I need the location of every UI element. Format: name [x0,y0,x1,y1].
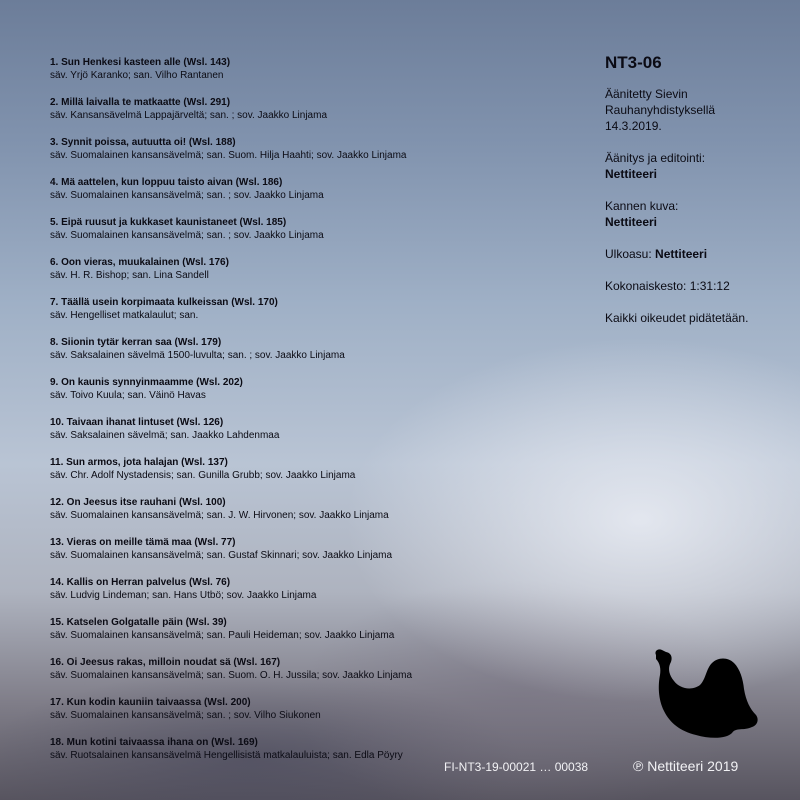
track-list [50,56,530,776]
recording-place-line: Rauhanyhdistyksellä [605,103,716,117]
track-credit: säv. Suomalainen kansansävelmä; san. ; sov. Jaakko Linjama [50,190,324,201]
track-credit: säv. Kansansävelmä Lappajärveltä; san. ; sov. Jaakko Linjama [50,110,328,121]
track-title: 16. Oi Jeesus rakas, milloin noudat sä (Wsl. 167) [50,657,281,668]
track-title: 14. Kallis on Herran palvelus (Wsl. 76) [50,577,231,588]
track-credit: säv. Suomalainen kansansävelmä; san. Gustaf Skinnari; sov. Jaakko Linjama [50,550,393,561]
track-item [50,96,530,136]
track-item [50,216,530,256]
recording-credit [605,150,790,182]
rights-notice: Kaikki oikeudet pidätetään. [605,311,749,325]
track-credit: säv. Saksalainen sävelmä 1500-luvulta; san. ; sov. Jaakko Linjama [50,350,345,361]
track-title: 12. On Jeesus itse rauhani (Wsl. 100) [50,497,226,508]
track-credit: säv. Suomalainen kansansävelmä; san. ; sov. Vilho Siukonen [50,710,321,721]
track-title: 10. Taivaan ihanat lintuset (Wsl. 126) [50,417,224,428]
layout-credit-label: Ulkoasu: [605,247,652,261]
track-title: 8. Siionin tytär kerran saa (Wsl. 179) [50,337,222,348]
track-item [50,696,530,736]
track-item [50,136,530,176]
track-credit: säv. Suomalainen kansansävelmä; san. Suom. Hilja Haahti; sov. Jaakko Linjama [50,150,407,161]
track-title: 9. On kaunis synnyinmaamme (Wsl. 202) [50,377,243,388]
track-credit: säv. Chr. Adolf Nystadensis; san. Gunilla Grubb; sov. Jaakko Linjama [50,470,356,481]
cover-credit [605,198,790,230]
layout-credit-value: Nettiteeri [655,247,708,261]
catalog-number: NT3-06 [605,53,662,72]
track-item [50,536,530,576]
recording-credit-label: Äänitys ja editointi: [605,151,706,165]
track-item [50,456,530,496]
track-item [50,336,530,376]
track-credit: säv. Suomalainen kansansävelmä; san. J. W. Hirvonen; sov. Jaakko Linjama [50,510,389,521]
track-credit: säv. Suomalainen kansansävelmä; san. ; sov. Jaakko Linjama [50,230,324,241]
recording-credit-value: Nettiteeri [605,167,658,181]
track-title: 7. Täällä usein korpimaata kulkeissan (Wsl. 170) [50,297,278,308]
track-item [50,256,530,296]
cover-credit-label: Kannen kuva: [605,199,679,213]
recording-place [605,86,790,134]
track-credit: säv. Ruotsalainen kansansävelmä Hengellisistä matkalauluista; san. Edla Pöyry [50,750,403,761]
album-info-panel [605,52,790,342]
track-title: 11. Sun armos, jota halajan (Wsl. 137) [50,457,228,468]
track-title: 6. Oon vieras, muukalainen (Wsl. 176) [50,257,229,268]
recording-date: 14.3.2019. [605,119,662,133]
track-title: 13. Vieras on meille tämä maa (Wsl. 77) [50,537,236,548]
track-item [50,296,530,336]
track-title: 17. Kun kodin kauniin taivaassa (Wsl. 200) [50,697,251,708]
track-title: 18. Mun kotini taivaassa ihana on (Wsl. 169) [50,737,258,748]
track-credit: säv. Yrjö Karanko; san. Vilho Rantanen [50,70,224,81]
total-duration: Kokonaiskesto: 1:31:12 [605,279,730,293]
track-credit: säv. Ludvig Lindeman; san. Hans Utbö; sov. Jaakko Linjama [50,590,317,601]
track-item [50,576,530,616]
isrc-code: FI-NT3-19-00021 … 00038 [444,760,589,774]
track-title: 2. Millä laivalla te matkaatte (Wsl. 291) [50,97,231,108]
layout-credit [605,246,790,262]
track-title: 4. Mä aattelen, kun loppuu taisto aivan (Wsl. 186) [50,177,283,188]
track-credit: säv. Suomalainen kansansävelmä; san. Suom. O. H. Jussila; sov. Jaakko Linjama [50,670,413,681]
track-item [50,376,530,416]
track-credit: säv. H. R. Bishop; san. Lina Sandell [50,270,209,281]
track-credit: säv. Toivo Kuula; san. Väinö Havas [50,390,206,401]
track-item [50,496,530,536]
track-item [50,56,530,96]
track-credit: säv. Saksalainen sävelmä; san. Jaakko Lahdenmaa [50,430,280,441]
track-credit: säv. Hengelliset matkalaulut; san. [50,310,199,321]
track-title: 3. Synnit poissa, autuutta oi! (Wsl. 188) [50,137,236,148]
track-title: 5. Eipä ruusut ja kukkaset kaunistaneet (Wsl. 185) [50,217,287,228]
track-credit: säv. Suomalainen kansansävelmä; san. Pauli Heideman; sov. Jaakko Linjama [50,630,395,641]
recording-place-line: Äänitetty Sievin [605,87,688,101]
black-grouse-bird-icon [640,645,760,745]
cover-credit-value: Nettiteeri [605,215,658,229]
track-item [50,416,530,456]
copyright-notice: ℗ Nettiteeri 2019 [633,758,739,774]
track-item [50,656,530,696]
track-item [50,616,530,656]
track-item [50,176,530,216]
track-title: 1. Sun Henkesi kasteen alle (Wsl. 143) [50,57,231,68]
track-title: 15. Katselen Golgatalle päin (Wsl. 39) [50,617,227,628]
